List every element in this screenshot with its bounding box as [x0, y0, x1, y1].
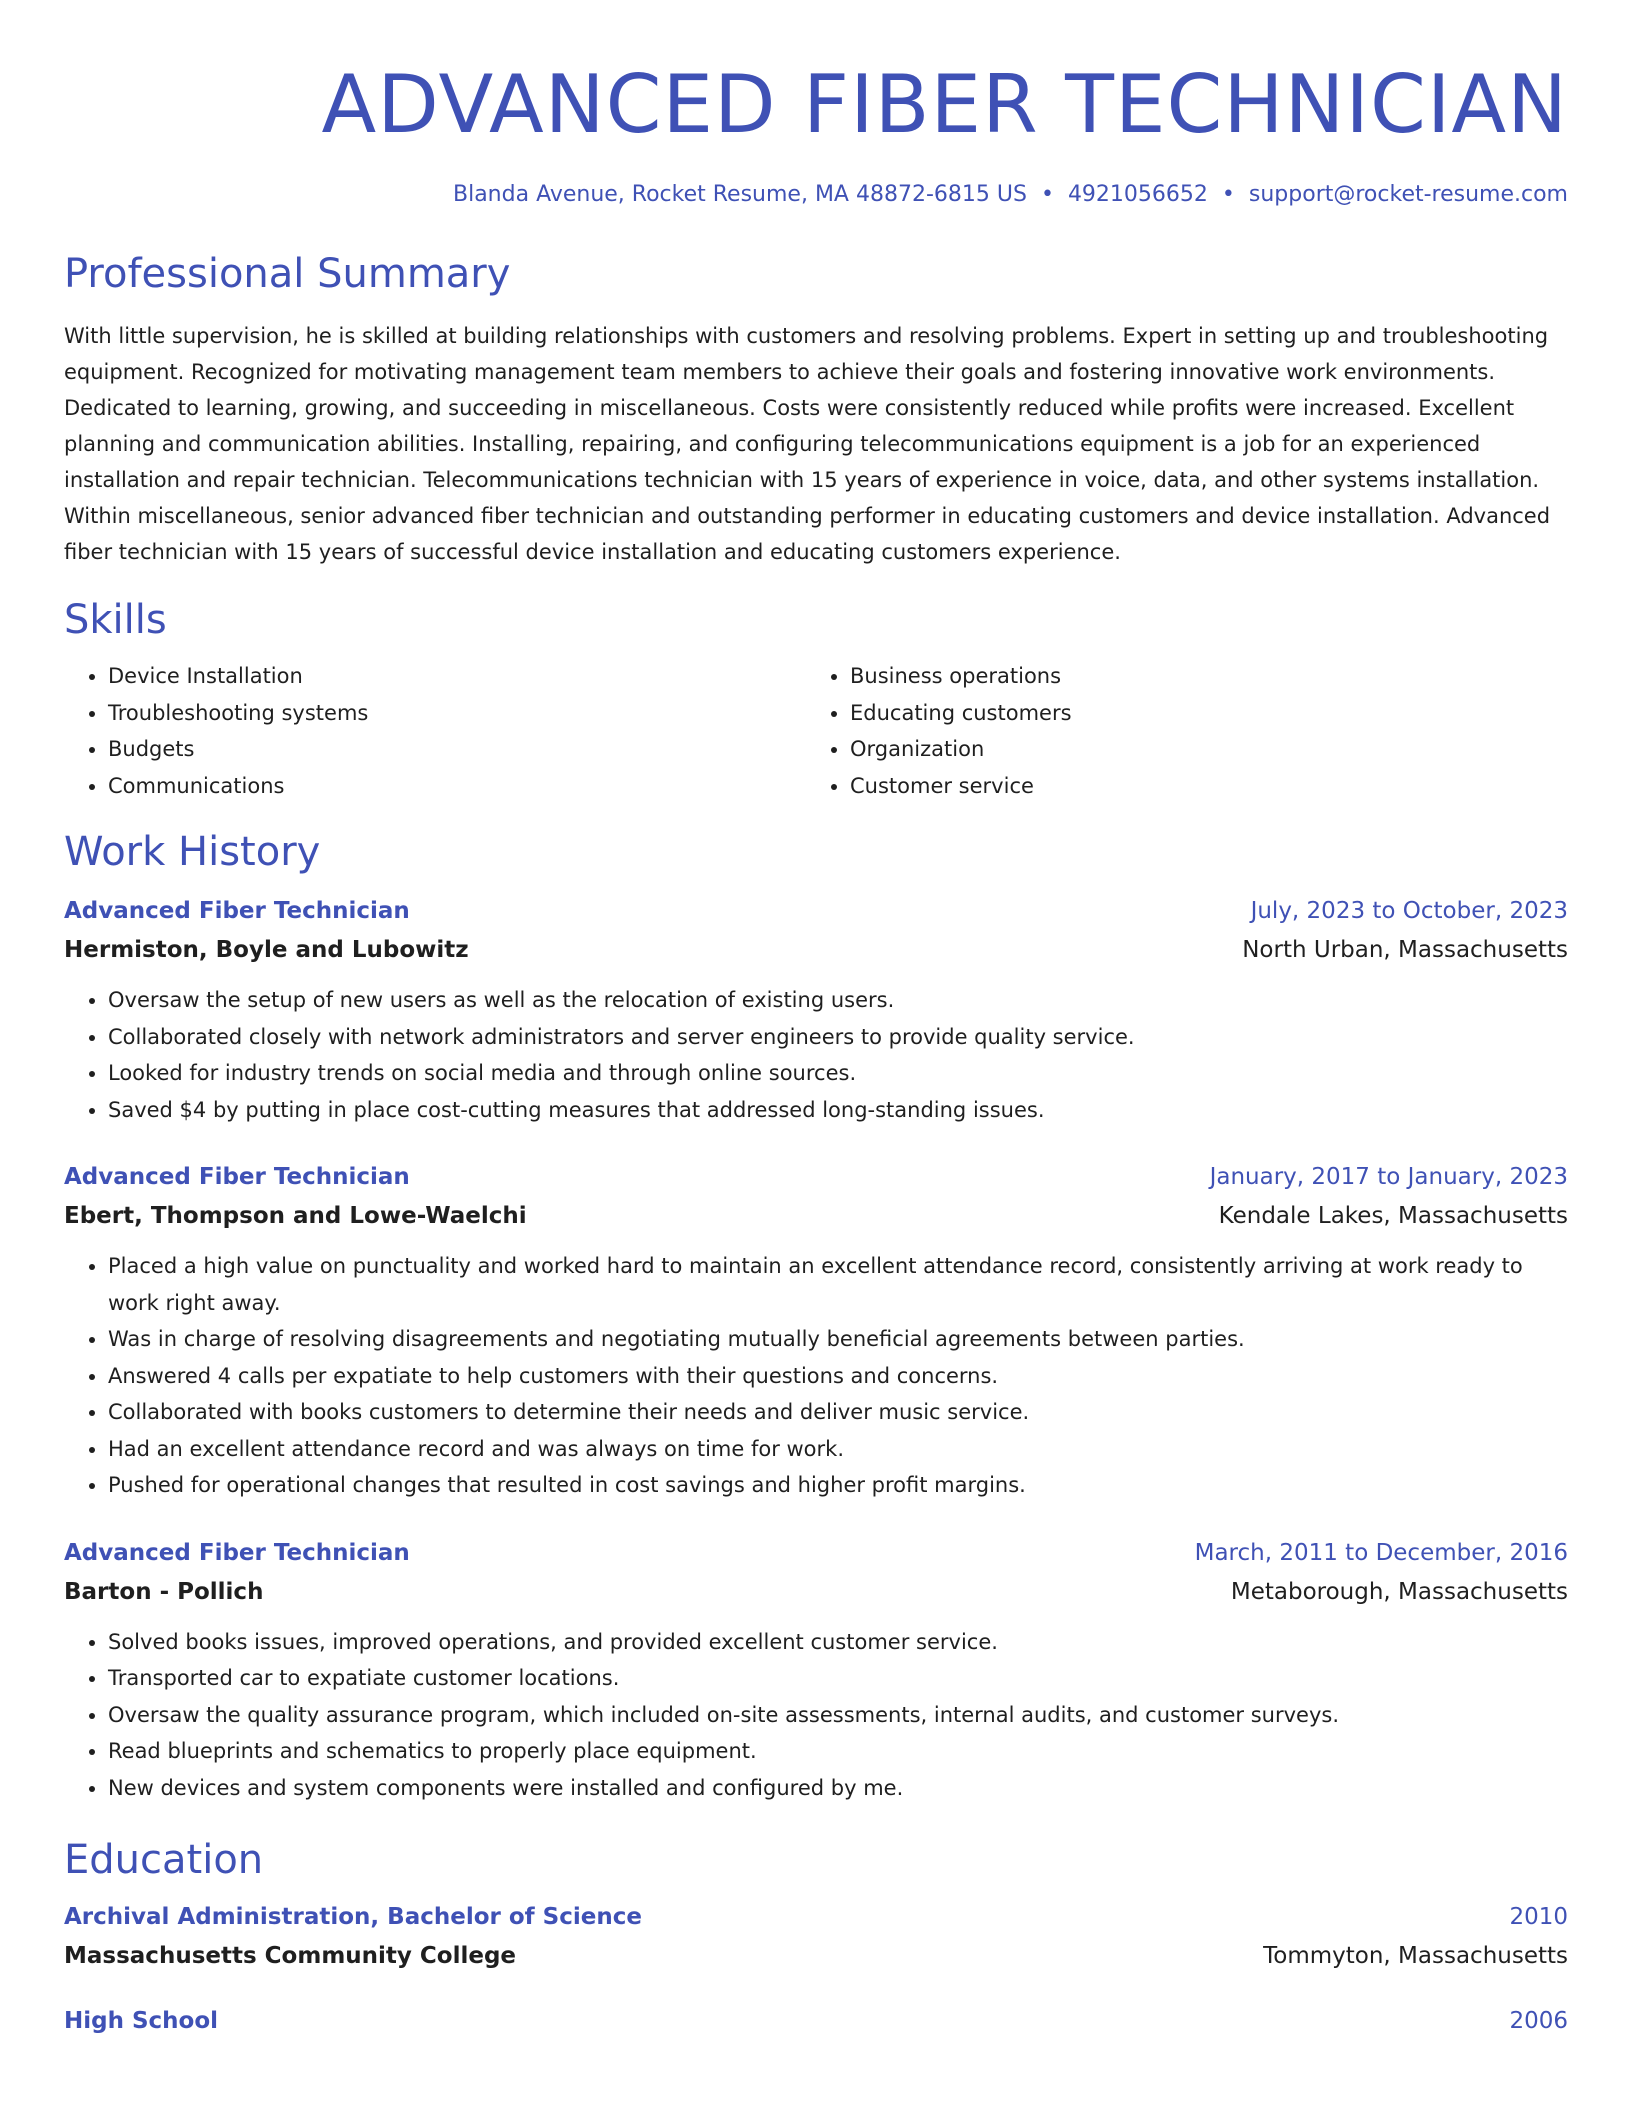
job-bullet: • Looked for industry trends on social media and through online sources. [108, 1055, 1568, 1092]
education-year: 2006 [1509, 2008, 1568, 2034]
education-header [64, 2002, 1568, 2040]
education-subheader [64, 1936, 1568, 1976]
education-degree: High School [64, 2008, 219, 2034]
skill-item: • Organization [850, 731, 1548, 768]
education-heading: Education [64, 1837, 264, 1883]
contact-line [64, 180, 1568, 210]
job-bullet: • Placed a high value on punctuality and worked hard to maintain an excellent attendance record, consistently arriving at work ready to work right away. [108, 1248, 1568, 1321]
education-entry [64, 1898, 1568, 1976]
skills-column-right [806, 658, 1548, 804]
job-bullet: • Collaborated closely with network administrators and server engineers to provide quality service. [108, 1019, 1568, 1056]
job-title: Advanced Fiber Technician [64, 1164, 410, 1190]
education-location: Tommyton, Massachusetts [1263, 1943, 1568, 1969]
job-title: Advanced Fiber Technician [64, 1539, 410, 1566]
job-bullet: • Had an excellent attendance record and was always on time for work. [108, 1431, 1568, 1468]
job-bullet: • Collaborated with books customers to determine their needs and deliver music service. [108, 1394, 1568, 1431]
education-entry [64, 2002, 1568, 2040]
job-bullet: • Was in charge of resolving disagreements and negotiating mutually beneficial agreements between parties. [108, 1321, 1568, 1358]
job-bullet: • Transported car to expatiate customer locations. [108, 1660, 1568, 1697]
job-dates: March, 2011 to December, 2016 [1194, 1539, 1568, 1566]
job-bullet: • New devices and system components were installed and configured by me. [108, 1770, 1568, 1807]
skill-item: • Budgets [108, 731, 806, 768]
job-location: Metaborough, Massachusetts [1230, 1578, 1568, 1605]
job-header [64, 1534, 1568, 1572]
skills-list [64, 658, 1568, 804]
education-school: Massachusetts Community College [64, 1943, 517, 1969]
work-history-heading: Work History [64, 829, 321, 875]
job-location: Kendale Lakes, Massachusetts [1218, 1203, 1568, 1229]
job-bullet: • Oversaw the quality assurance program, which included on-site assessments, internal audits, and customer surveys. [108, 1697, 1568, 1734]
education-header [64, 1898, 1568, 1936]
job-bullet: • Saved $4 by putting in place cost-cutting measures that addressed long-standing issues. [108, 1092, 1568, 1129]
job-entry [64, 892, 1568, 1128]
job-dates: July, 2023 to October, 2023 [1250, 898, 1568, 924]
job-entry [64, 1534, 1568, 1807]
job-dates: January, 2017 to January, 2023 [1209, 1164, 1568, 1190]
job-entry [64, 1158, 1568, 1504]
job-bullets [64, 1624, 1568, 1807]
summary-heading: Professional Summary [64, 251, 511, 297]
job-title: Advanced Fiber Technician [64, 898, 410, 924]
job-subheader [64, 1196, 1568, 1236]
resume-name: ADVANCED FIBER TECHNICIAN [321, 58, 1568, 151]
job-bullet: • Pushed for operational changes that resulted in cost savings and higher profit margins. [108, 1467, 1568, 1504]
skill-item: • Troubleshooting systems [108, 695, 806, 732]
job-header [64, 892, 1568, 930]
job-subheader [64, 1572, 1568, 1612]
skill-item: • Customer service [850, 768, 1548, 805]
contact-separator: • [1221, 182, 1235, 207]
contact-phone[interactable]: 4921056652 [1067, 182, 1208, 207]
job-company: Barton - Pollich [64, 1578, 264, 1605]
job-subheader [64, 930, 1568, 970]
skills-column-left [64, 658, 806, 804]
skill-item: • Device Installation [108, 658, 806, 695]
job-bullet: • Solved books issues, improved operations, and provided excellent customer service. [108, 1624, 1568, 1661]
job-bullet: • Answered 4 calls per expatiate to help customers with their questions and concerns. [108, 1358, 1568, 1395]
contact-separator: • [1040, 182, 1054, 207]
job-company: Ebert, Thompson and Lowe-Waelchi [64, 1203, 527, 1229]
job-location: North Urban, Massachusetts [1242, 937, 1568, 963]
resume-page [64, 0, 1568, 2040]
job-company: Hermiston, Boyle and Lubowitz [64, 937, 469, 963]
summary-text: With little supervision, he is skilled at building relationships with customers and resolving problems. Expert in setting up and troubleshooting equipment. Recognized for motivating management team members to achieve their goals and fostering innovative work environments. Dedicated to learning, growing, and succeeding in miscellaneous. Costs were consistently reduced while profits were increased. Excellent planning and communication abilities. Installing, repairing, and configuring telecommunications equipment is a job for an experienced installation and repair technician. Telecommunications technician with 15 years of experience in voice, data, and other systems installation. Within miscellaneous, senior advanced fiber technician and outstanding performer in educating customers and device installation. Advanced fiber technician with 15 years of successful device installation and educating customers experience. [64, 324, 1551, 564]
skills-heading: Skills [64, 597, 167, 643]
education-year: 2010 [1509, 1904, 1568, 1930]
skill-item: • Educating customers [850, 695, 1548, 732]
skill-item: • Communications [108, 768, 806, 805]
job-header [64, 1158, 1568, 1196]
job-bullet: • Read blueprints and schematics to properly place equipment. [108, 1733, 1568, 1770]
job-bullets [64, 982, 1568, 1128]
job-bullet: • Oversaw the setup of new users as well as the relocation of existing users. [108, 982, 1568, 1019]
education-degree: Archival Administration, Bachelor of Science [64, 1904, 642, 1930]
contact-address: Blanda Avenue, Rocket Resume, MA 48872-6815 US [453, 182, 1027, 207]
skill-item: • Business operations [850, 658, 1548, 695]
job-bullets [64, 1248, 1568, 1504]
contact-email[interactable]: support@rocket-resume.com [1248, 182, 1568, 207]
